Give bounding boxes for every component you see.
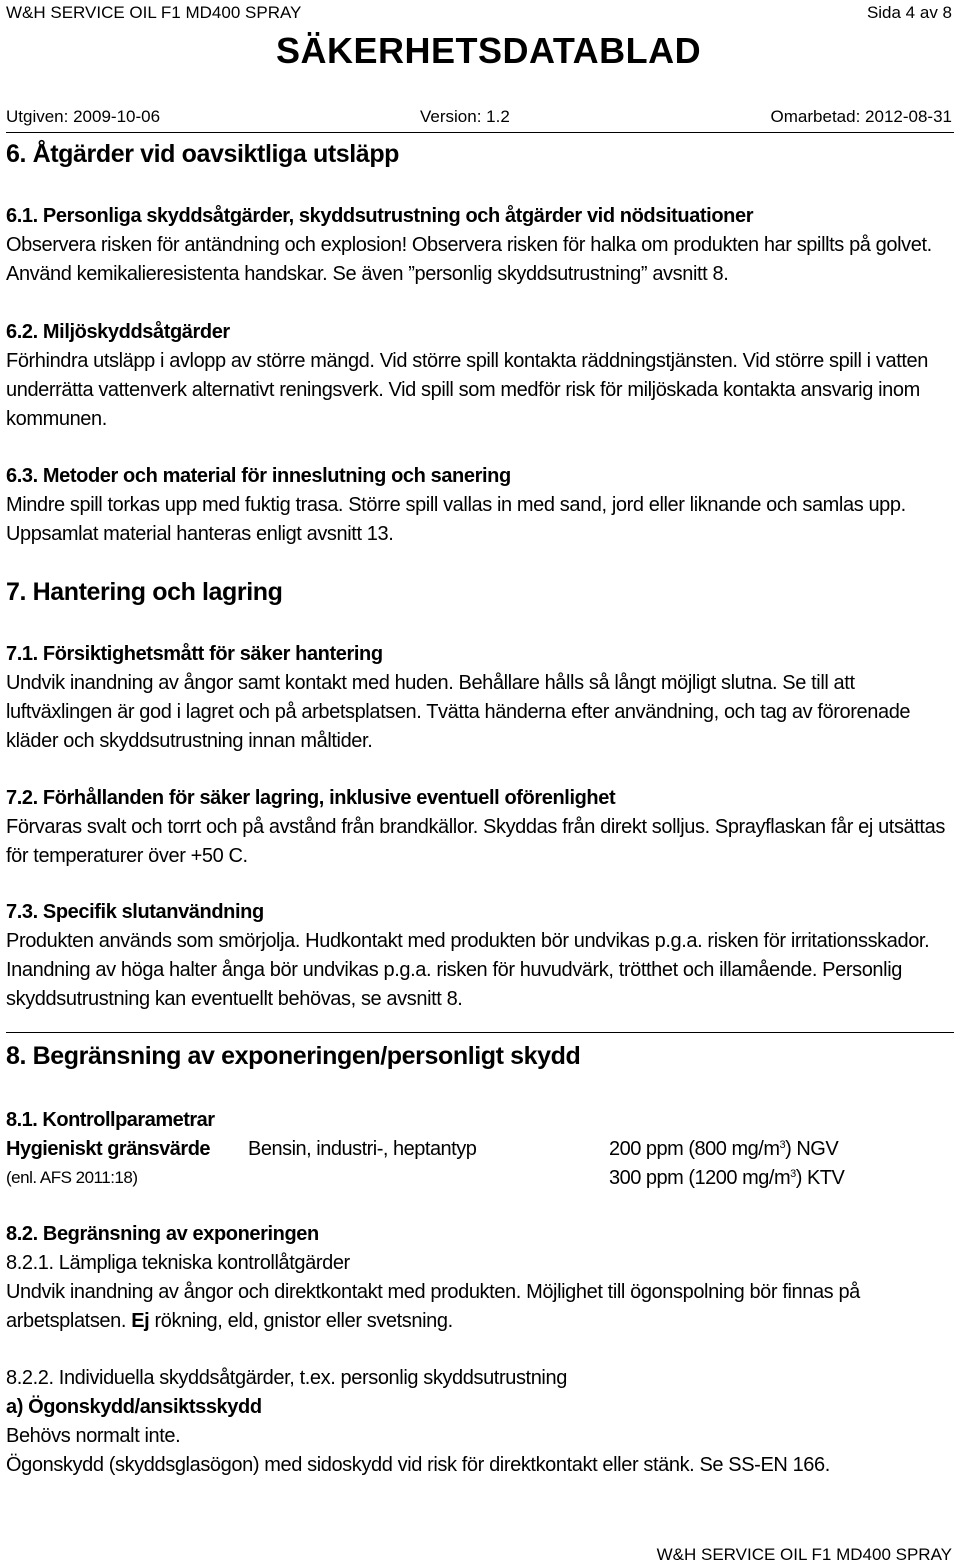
section-7-2-text: Förvaras svalt och torrt och på avstånd från brandkällor. Skyddas från direkt solljus. Sprayflaskan får ej utsättas för temperaturer över +50 — [6, 816, 945, 867]
document-title: SÄKERHETSDATABLAD — [276, 30, 702, 71]
ngv-value: 200 ppm (800 $mg/m^3$) NGV — [609, 1138, 839, 1160]
section-7-1-text: Undvik inandning av ångor samt kontakt med huden. Behållare hålls så långt möjligt slutna. Se till att luftväxlingen är god i lagret och på arbetsplatsen. Tvätta händerna efter användning, och tag av förorenade kläder och skyddsutrustning innan måltider. — [6, 672, 911, 752]
limit-value-label: Hygieniskt gränsvärde — [6, 1138, 211, 1160]
section-8-rule — [6, 1032, 954, 1033]
section-6-2-heading: 6.2. Miljöskyddsåtgärder — [6, 321, 230, 343]
limit-value-source: (enl. AFS 2011:18) — [6, 1168, 138, 1187]
section-6-1-heading: 6.1. Personliga skyddsåtgärder, skyddsutrustning och åtgärder vid nödsituationer — [6, 205, 754, 227]
section-7-2 — [6, 784, 954, 871]
section-7-1 — [6, 640, 954, 756]
version: Version: 1.2 — [420, 107, 510, 126]
ktv-value: 300 ppm (1200 $mg/m^3$) KTV — [609, 1167, 845, 1189]
section-6-2-text: Förhindra utsläpp i avlopp av större mängd. Vid större spill kontakta räddningstjänsten. Vid större spill i vatten underrätta vattenverk alternativt reningsverk. Vid spill som medför risk för miljöskada kontakta ansvarig inom kommunen. — [6, 350, 928, 430]
section-7-heading: 7. Hantering och lagring — [6, 578, 283, 606]
section-7-1-heading: 7.1. Försiktighetsmått för säker hantering — [6, 643, 383, 665]
section-8-2-1-heading: 8.2.1. Lämpliga tekniska kontrollåtgärder — [6, 1252, 350, 1274]
section-8-2-1-text-end: rökning, eld, gnistor eller svetsning. — [149, 1310, 453, 1332]
section-6-1 — [6, 202, 954, 289]
section-6-1-text: Observera risken för antändning och explosion! Observera risken för halka om produkten har spillts på golvet. Använd kemikalieresistenta handskar. Se även ”personlig skyddsutrustning” avsnitt 8. — [6, 234, 932, 285]
header-product-name: W&H SERVICE OIL F1 MD400 SPRAY — [6, 3, 302, 22]
page-number: Sida 4 av 8 — [866, 3, 952, 22]
section-8-2-heading: 8.2. Begränsning av exponeringen — [6, 1223, 319, 1245]
section-6-3-heading: 6.3. Metoder och material för inneslutning och sanering — [6, 465, 511, 487]
section-8-heading: 8. Begränsning av exponeringen/personligt skydd — [6, 1042, 581, 1070]
section-7-3-text: Produkten används som smörjolja. Hudkontakt med produkten bör undvikas p.g.a. risken för irritationsskador. Inandning av höga halter ånga bör undvikas p.g.a. risken för huvudvärk, trötthet och illamående. Personlig skyddsutrustning kan eventuellt behövas, se avsnitt 8. — [6, 930, 930, 1010]
section-8-2-1-bold: Ej — [131, 1310, 150, 1332]
section-7-2-heading: 7.2. Förhållanden för säker lagring, inklusive eventuell oförenlighet — [6, 787, 616, 809]
section-7-3-heading: 7.3. Specifik slutanvändning — [6, 901, 264, 923]
section-7-2-text-end: C. — [223, 845, 248, 867]
revised-date: Omarbetad: 2012-08-31 — [770, 107, 952, 126]
eye-protection-heading: a) Ögonskydd/ansiktsskydd — [6, 1396, 262, 1418]
section-8-1-heading: 8.1. Kontrollparametrar — [6, 1109, 215, 1131]
section-8-2 — [6, 1220, 954, 1336]
eye-protection-line-1: Behövs normalt inte. — [6, 1425, 181, 1447]
footer-product-name: W&H SERVICE OIL F1 MD400 SPRAY — [656, 1545, 952, 1564]
section-6-heading: 6. Åtgärder vid oavsiktliga utsläpp — [6, 140, 400, 168]
header-rule — [6, 132, 954, 133]
substance-name: Bensin, industri-, heptantyp — [248, 1138, 477, 1160]
section-8-2-1-text: Undvik inandning av ångor och direktkontakt med produkten. Möjlighet till ögonspolning bör finnas på arbetsplatsen. — [6, 1281, 860, 1332]
section-7-3 — [6, 898, 954, 1014]
section-6-2 — [6, 318, 954, 434]
eye-protection-line-2: Ögonskydd (skyddsglasögon) med sidoskydd vid risk för direktkontakt eller stänk. Se SS-EN 166. — [6, 1454, 830, 1476]
section-6-3-text: Mindre spill torkas upp med fuktig trasa. Större spill vallas in med sand, jord eller liknande och samlas upp. Uppsamlat material hanteras enligt avsnitt 13. — [6, 494, 906, 545]
issued-date: Utgiven: 2009-10-06 — [6, 107, 161, 126]
section-8-2-2 — [6, 1364, 954, 1480]
section-8-2-2-heading: 8.2.2. Individuella skyddsåtgärder, t.ex. personlig skyddsutrustning — [6, 1367, 567, 1389]
section-6-3 — [6, 462, 954, 549]
